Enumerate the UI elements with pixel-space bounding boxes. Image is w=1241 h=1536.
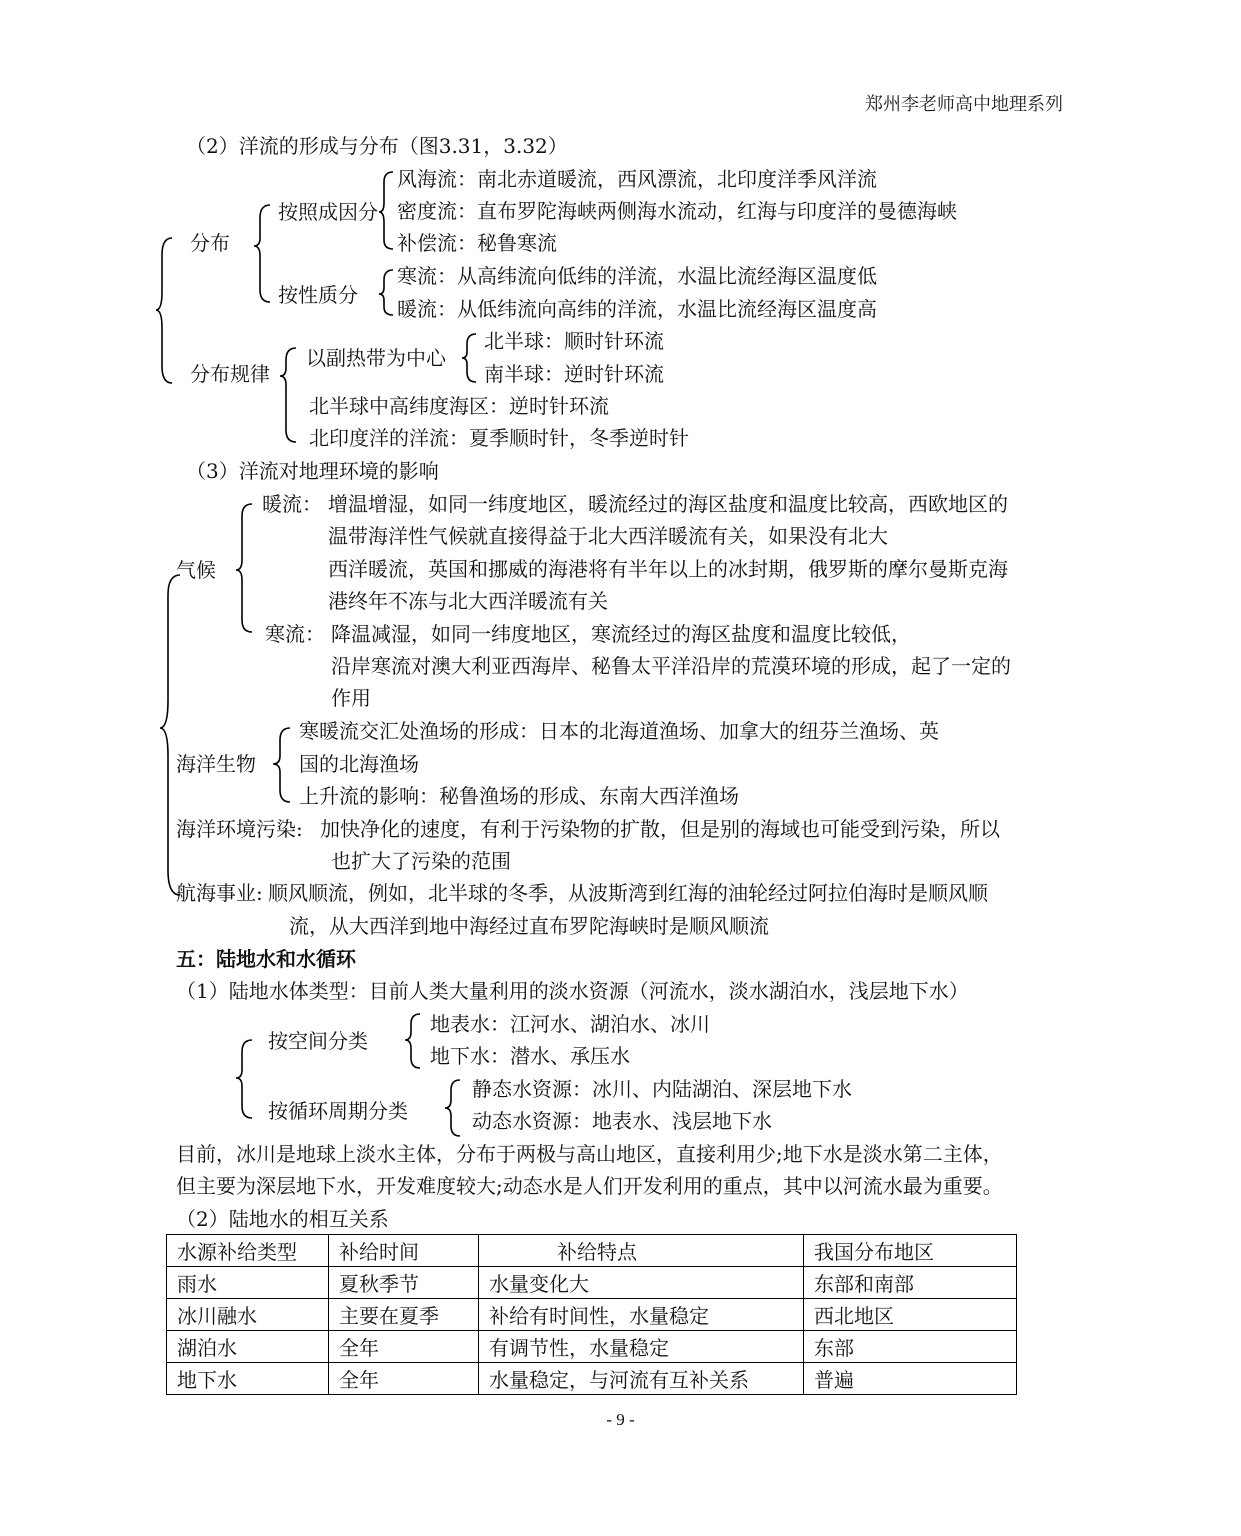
relation-title: （2）陆地水的相互关系 <box>176 1207 389 1231</box>
table-cell: 冰川融水 <box>167 1299 329 1331</box>
south-hemisphere-text: 南半球：逆时针环流 <box>484 362 664 386</box>
high-latitude-text: 北半球中高纬度海区：逆时针环流 <box>309 394 609 418</box>
pollution-line-2: 也扩大了污染的范围 <box>331 849 511 873</box>
brace-pattern <box>280 348 296 442</box>
table-cell: 水量变化大 <box>479 1267 804 1299</box>
table-cell: 全年 <box>329 1363 479 1395</box>
brace-bio <box>273 728 290 802</box>
by-nature-label: 按性质分 <box>278 283 358 307</box>
section-3-title: （3）洋流对地理环境的影响 <box>186 459 439 483</box>
brace-distribution-root <box>156 238 172 383</box>
glacier-paragraph-line-2: 但主要为深层地下水，开发难度较大;动态水是人们开发利用的重点，其中以河流水最为重要。 <box>176 1174 1003 1198</box>
table-cell: 湖泊水 <box>167 1331 329 1363</box>
water-supply-table <box>166 1234 1017 1395</box>
by-cycle-label: 按循环周期分类 <box>268 1099 408 1123</box>
table-cell: 雨水 <box>167 1267 329 1299</box>
table-cell: 东部和南部 <box>804 1267 1017 1299</box>
table-cell: 西北地区 <box>804 1299 1017 1331</box>
table-header-cell: 我国分布地区 <box>804 1235 1017 1267</box>
page-header: 郑州李老师高中地理系列 <box>865 94 1063 115</box>
north-indian-ocean-text: 北印度洋的洋流：夏季顺时针，冬季逆时针 <box>309 426 689 450</box>
brace-center <box>462 334 476 382</box>
table-row <box>167 1299 1017 1331</box>
table-cell: 地下水 <box>167 1363 329 1395</box>
warm-impact-line-4: 港终年不冻与北大西洋暖流有关 <box>328 589 608 613</box>
pattern-label: 分布规律 <box>190 362 270 386</box>
fishery-line-2: 国的北海渔场 <box>299 752 419 776</box>
dynamic-water-text: 动态水资源：地表水、浅层地下水 <box>472 1109 772 1133</box>
cold-current-text: 寒流：从高纬流向低纬的洋流，水温比流经海区温度低 <box>397 264 877 288</box>
static-water-text: 静态水资源：冰川、内陆湖泊、深层地下水 <box>472 1077 852 1101</box>
glacier-paragraph-line-1: 目前，冰川是地球上淡水主体，分布于两极与高山地区，直接利用少;地下水是淡水第二主体， <box>176 1142 1003 1166</box>
table-header-row <box>167 1235 1017 1267</box>
table-header-cell: 水源补给类型 <box>167 1235 329 1267</box>
cold-current-label: 寒流： <box>265 622 325 646</box>
by-space-label: 按空间分类 <box>268 1029 368 1053</box>
table-header-cell: 补给时间 <box>329 1235 479 1267</box>
north-hemisphere-text: 北半球：顺时针环流 <box>484 329 664 353</box>
table-cell: 普遍 <box>804 1363 1017 1395</box>
warm-current-label: 暖流： <box>262 492 322 516</box>
brace-land-water <box>236 1040 252 1118</box>
table-cell: 夏秋季节 <box>329 1267 479 1299</box>
table-cell: 东部 <box>804 1331 1017 1363</box>
pollution-line-1: 加快净化的速度，有利于污染物的扩散，但是别的海域也可能受到污染，所以 <box>320 817 1000 841</box>
brace-by-cause <box>379 172 393 249</box>
by-cause-label: 按照成因分 <box>278 200 378 224</box>
subtropic-center-label: 以副热带为中心 <box>306 346 446 370</box>
brace-by-cycle <box>445 1080 460 1136</box>
brace-climate <box>236 504 252 632</box>
navigation-label: 航海事业: <box>176 881 263 905</box>
page-number: - 9 - <box>606 1410 635 1429</box>
cold-impact-line-2: 沿岸寒流对澳大利亚西海岸、秘鲁太平洋沿岸的荒漠环境的形成，起了一定的 <box>331 654 1011 678</box>
warm-current-text: 暖流：从低纬流向高纬的洋流，水温比流经海区温度高 <box>397 297 877 321</box>
brace-by-space <box>405 1014 420 1068</box>
brace-impacts <box>160 575 180 895</box>
table-cell: 水量稳定，与河流有互补关系 <box>479 1363 804 1395</box>
chapter-5-title: 五：陆地水和水循环 <box>176 947 356 971</box>
ground-water-text: 地下水：潜水、承压水 <box>430 1044 630 1068</box>
table-row <box>167 1363 1017 1395</box>
table-row <box>167 1267 1017 1299</box>
navigation-line-2: 流，从大西洋到地中海经过直布罗陀海峡时是顺风顺流 <box>289 914 769 938</box>
table-cell: 全年 <box>329 1331 479 1363</box>
brace-by-nature <box>379 270 393 315</box>
marine-bio-label: 海洋生物 <box>176 752 256 776</box>
table-cell: 补给有时间性，水量稳定 <box>479 1299 804 1331</box>
fishery-line-1: 寒暖流交汇处渔场的形成：日本的北海道渔场、加拿大的纽芬兰渔场、英 <box>299 719 939 743</box>
pollution-label: 海洋环境污染: <box>176 817 303 841</box>
upwelling-line: 上升流的影响：秘鲁渔场的形成、东南大西洋渔场 <box>299 784 739 808</box>
warm-impact-line-1: 增温增湿，如同一纬度地区，暖流经过的海区盐度和温度比较高，西欧地区的 <box>328 492 1008 516</box>
cold-impact-line-3: 作用 <box>331 686 371 710</box>
compensation-current-text: 补偿流：秘鲁寒流 <box>397 231 557 255</box>
dist-label: 分布 <box>190 231 230 255</box>
table-cell: 主要在夏季 <box>329 1299 479 1331</box>
density-current-text: 密度流：直布罗陀海峡两侧海水流动，红海与印度洋的曼德海峡 <box>397 199 957 223</box>
land-water-types-title: （1）陆地水体类型：目前人类大量利用的淡水资源（河流水，淡水湖泊水，浅层地下水） <box>176 979 969 1003</box>
section-2-title: （2）洋流的形成与分布（图3.31，3.32） <box>186 134 568 158</box>
warm-impact-line-3: 西洋暖流，英国和挪威的海港将有半年以上的冰封期，俄罗斯的摩尔曼斯克海 <box>328 557 1008 581</box>
cold-impact-line-1: 降温减湿，如同一纬度地区，寒流经过的海区盐度和温度比较低， <box>331 622 911 646</box>
navigation-line-1: 顺风顺流，例如，北半球的冬季，从波斯湾到红海的油轮经过阿拉伯海时是顺风顺 <box>268 881 988 905</box>
table-row <box>167 1331 1017 1363</box>
climate-label: 气候 <box>176 558 216 582</box>
brace-distribution <box>254 205 270 302</box>
table-cell: 有调节性，水量稳定 <box>479 1331 804 1363</box>
surface-water-text: 地表水：江河水、湖泊水、冰川 <box>430 1012 710 1036</box>
table-header-cell: 补给特点 <box>479 1235 804 1267</box>
warm-impact-line-2: 温带海洋性气候就直接得益于北大西洋暖流有关，如果没有北大 <box>328 524 888 548</box>
wind-drift-text: 风海流：南北赤道暖流，西风漂流，北印度洋季风洋流 <box>397 167 877 191</box>
